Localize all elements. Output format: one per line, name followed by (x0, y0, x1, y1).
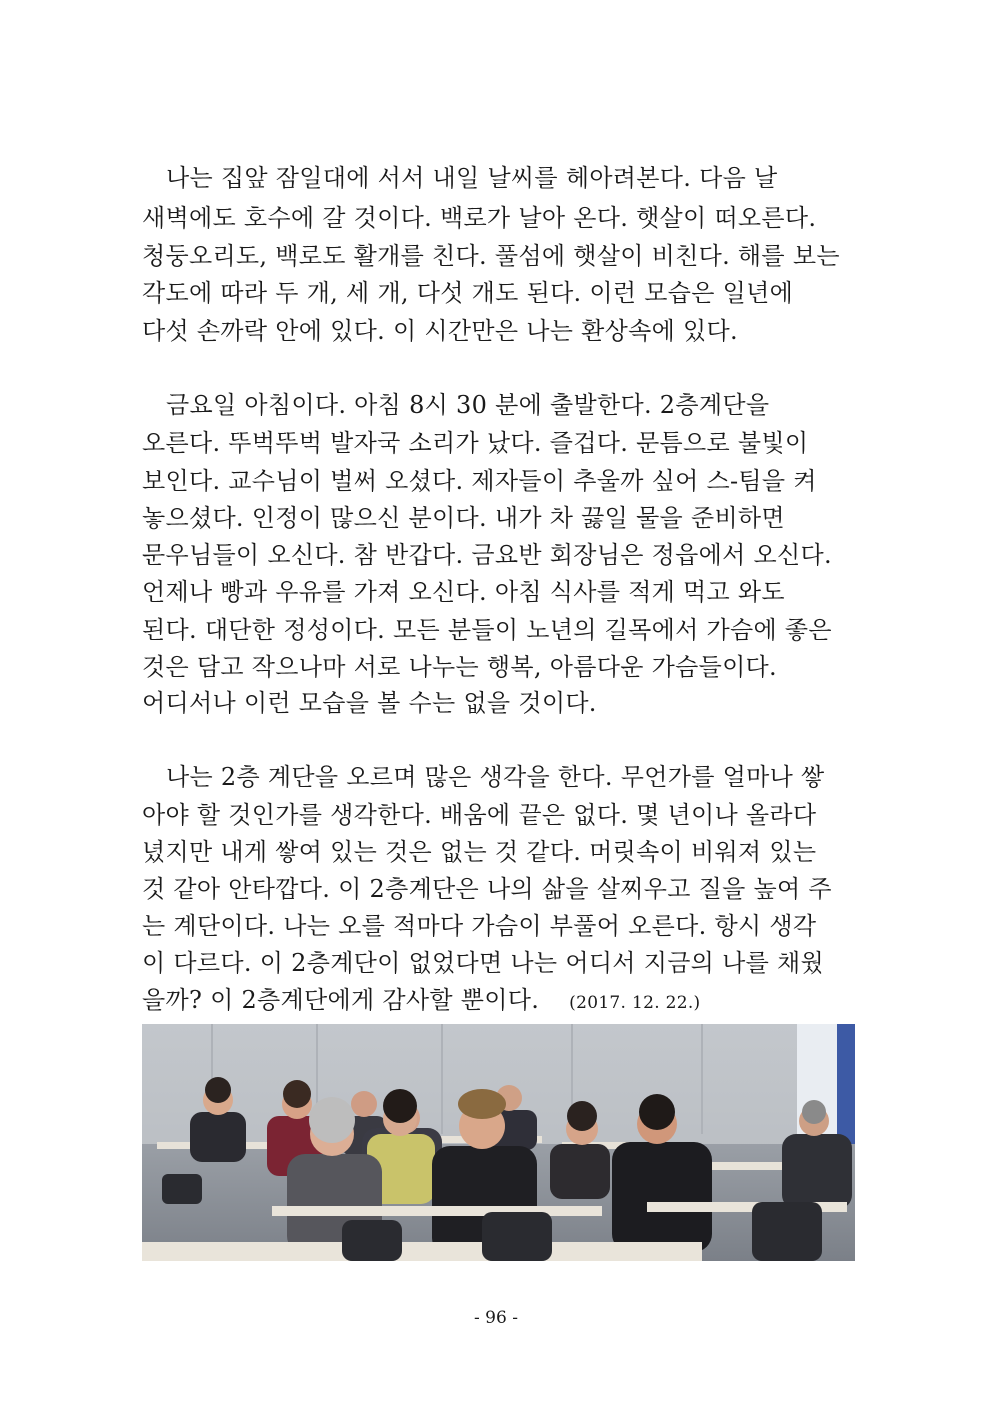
paragraph-2-line-4: 놓으셨다. 인정이 많으신 분이다. 내가 차 끓일 물을 준비하면 (142, 504, 785, 532)
essay-date: (2017. 12. 22.) (569, 993, 701, 1013)
paragraph-1-line-4: 각도에 따라 두 개, 세 개, 다섯 개도 된다. 이런 모습은 일년에 (142, 279, 794, 307)
paragraph-3-line-4: 것 같아 안타깝다. 이 2층계단은 나의 삶을 살찌우고 질을 높여 주 (142, 875, 832, 903)
paragraph-3-line-2: 아야 할 것인가를 생각한다. 배움에 끝은 없다. 몇 년이나 올라다 (142, 801, 817, 829)
paragraph-3-line-7 (142, 980, 854, 1020)
paragraph-2-line-1: 금요일 아침이다. 아침 8시 30 분에 출발한다. 2층계단을 (166, 391, 770, 419)
paragraph-2-line-8: 것은 담고 작으나마 서로 나누는 행복, 아름다운 가슴들이다. (142, 653, 777, 681)
audience-illustration (142, 1024, 855, 1261)
classroom-audience-photo (142, 1024, 855, 1261)
paragraph-1-line-1: 나는 집앞 잠일대에 서서 내일 날씨를 헤아려본다. 다음 날 (166, 164, 778, 192)
paragraph-1-line-5: 다섯 손까락 안에 있다. 이 시간만은 나는 환상속에 있다. (142, 317, 738, 345)
paragraph-2-line-7: 된다. 대단한 정성이다. 모든 분들이 노년의 길목에서 가슴에 좋은 (142, 616, 832, 644)
paragraph-1-line-2: 새벽에도 호수에 갈 것이다. 백로가 날아 온다. 햇살이 떠오른다. (142, 204, 817, 232)
paragraph-2-line-5: 문우님들이 오신다. 참 반갑다. 금요반 회장님은 정읍에서 오신다. (142, 541, 832, 569)
paragraph-1-line-3: 청둥오리도, 백로도 활개를 친다. 풀섬에 햇살이 비친다. 해를 보는 (142, 242, 840, 270)
paragraph-2-line-3: 보인다. 교수님이 벌써 오셨다. 제자들이 추울까 싶어 스-팀을 켜 (142, 467, 817, 495)
paragraph-3-line-3: 녔지만 내게 쌓여 있는 것은 없는 것 같다. 머릿속이 비워져 있는 (142, 838, 817, 866)
paragraph-3-line-1: 나는 2층 계단을 오르며 많은 생각을 한다. 무언가를 얼마나 쌓 (166, 763, 825, 791)
paragraph-3-line-7-text: 을까? 이 2층계단에게 감사할 뿐이다. (142, 986, 540, 1014)
paragraph-2-line-9: 어디서나 이런 모습을 볼 수는 없을 것이다. (142, 689, 597, 717)
paragraph-2-line-6: 언제나 빵과 우유를 가져 오신다. 아침 식사를 적게 먹고 와도 (142, 578, 785, 606)
paragraph-2-line-2: 오른다. 뚜벅뚜벅 발자국 소리가 났다. 즐겁다. 문틈으로 불빛이 (142, 429, 809, 457)
paragraph-3-line-5: 는 계단이다. 나는 오를 적마다 가슴이 부풀어 오른다. 항시 생각 (142, 912, 817, 940)
page-number: - 96 - (474, 1308, 518, 1328)
paragraph-3-line-6: 이 다르다. 이 2층계단이 없었다면 나는 어디서 지금의 나를 채웠 (142, 949, 824, 977)
